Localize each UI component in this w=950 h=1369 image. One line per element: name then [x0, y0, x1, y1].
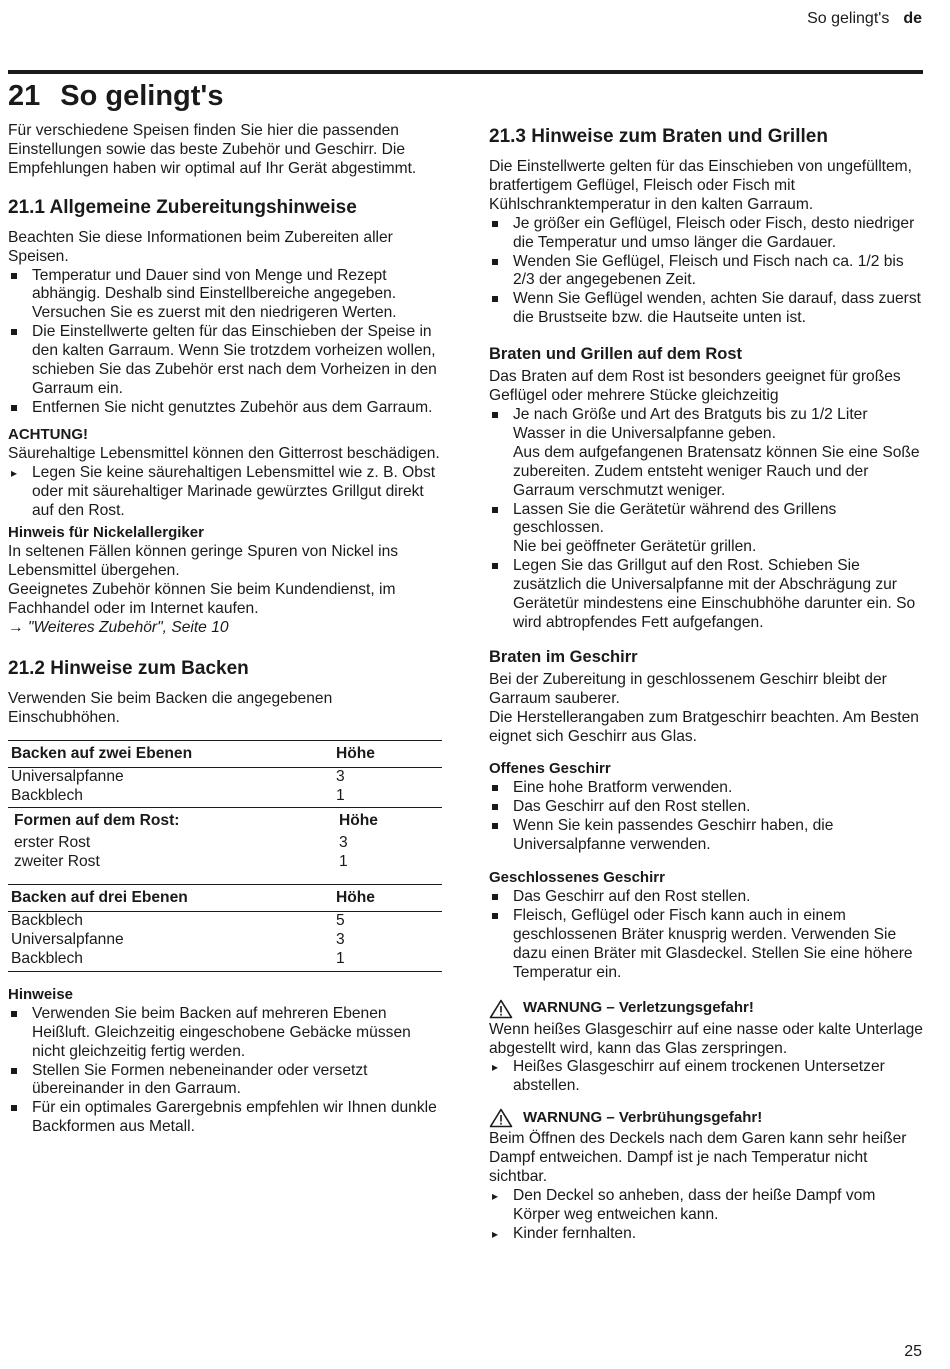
chapter-title	[8, 80, 223, 113]
intro-text: Für verschiedene Speisen finden Sie hier die passenden Einstellungen sowie das beste Zubehör und Geschirr. Die Empfehlungen haben wir optimal auf Ihr Gerät abgestimmt.	[8, 122, 417, 177]
table-cell: 1	[333, 787, 442, 808]
list-item: Wenn Sie kein passendes Geschirr haben, die Universalpfanne verwenden.	[489, 817, 923, 855]
achtung-list	[8, 464, 442, 521]
table-row	[8, 931, 442, 950]
list-item: ▸ Heißes Glasgeschirr auf einem trockenen Untersetzer abstellen.	[489, 1058, 923, 1096]
geschirr-text-2: Die Herstellerangaben zum Bratgeschirr beachten. Am Besten eignet sich Geschirr aus Glas.	[489, 708, 919, 745]
warning-1	[489, 999, 923, 1019]
table-cell: Backblech	[8, 950, 333, 971]
page-number: 25	[904, 1343, 922, 1360]
list-item: Eine hohe Bratform verwenden.	[489, 779, 923, 798]
list-item	[489, 501, 923, 558]
offen-title: Offenes Geschirr	[489, 760, 611, 778]
header-rule	[8, 70, 923, 74]
accessory-link[interactable]: → "Weiteres Zubehör", Seite 10	[8, 619, 229, 637]
list-item: Das Geschirr auf den Rost stellen.	[489, 888, 923, 907]
shelf-height-table	[8, 740, 442, 972]
rost-title: Braten und Grillen auf dem Rost	[489, 345, 743, 364]
list-item-result: Nie bei geöffneter Gerätetür grillen.	[513, 538, 757, 556]
list-item: Das Geschirr auf den Rost stellen.	[489, 798, 923, 817]
right-column	[489, 126, 923, 1244]
warning-1-list	[489, 1058, 923, 1096]
table-cell: zweiter Rost	[14, 853, 100, 871]
list-item: Die Einstellwerte gelten für das Einschieben der Speise in den kalten Garraum. Wenn Sie trotzdem vorheizen wollen, schieben Sie das Zubehör erst nach dem Vorheizen in den Garraum ein.	[8, 323, 442, 399]
rost-list	[489, 406, 923, 633]
header-lang: de	[903, 10, 922, 27]
nickel-title: Hinweis für Nickelallergiker	[8, 524, 204, 542]
warning-2-text: Beim Öffnen des Deckels nach dem Garen kann sehr heißer Dampf entweichen. Dampf ist je nach Temperatur nicht sichtbar.	[489, 1130, 907, 1186]
section-21-1-text: Beachten Sie diese Informationen beim Zubereiten aller Speisen.	[8, 228, 393, 265]
list-item: Entfernen Sie nicht genutztes Zubehör aus dem Garraum.	[8, 399, 442, 418]
list-item: ▸ Legen Sie keine säurehaltigen Lebensmittel wie z. B. Obst oder mit säurehaltiger Marinade gewürztes Grillgut direkt auf den Rost.	[8, 464, 442, 521]
list-item: ▸ Kinder fernhalten.	[489, 1225, 923, 1244]
left-column	[8, 122, 442, 1137]
hinweise-title: Hinweise	[8, 985, 74, 1003]
section-21-3-text: Die Einstellwerte gelten für das Einschieben von ungefülltem, bratfertigem Geflügel, Fleisch oder Fisch mit Kühlschranktemperatur in den kalten Garraum.	[489, 158, 913, 213]
list-item: Wenden Sie Geflügel, Fleisch und Fisch nach ca. 1/2 bis 2/3 der angegebenen Zeit.	[489, 253, 923, 291]
table-header: Backen auf zwei Ebenen	[8, 740, 333, 767]
list-item: Fleisch, Geflügel oder Fisch kann auch in einem geschlossenen Bräter knusprig werden. Verwenden Sie dazu einen Bräter mit Glasdeckel. Stellen Sie eine höhere Temperatur ein.	[489, 907, 923, 983]
table-cell: 3	[336, 931, 345, 948]
table-header: Höhe	[339, 812, 378, 830]
list-item	[489, 406, 923, 501]
section-21-3-title: 21.3 Hinweise zum Braten und Grillen	[489, 126, 828, 147]
section-21-2-text: Verwenden Sie beim Backen die angegebenen Einschubhöhen.	[8, 689, 333, 726]
warning-2-list	[489, 1187, 923, 1244]
table-row	[8, 834, 442, 853]
table-cell: 1	[339, 853, 348, 871]
list-item: Temperatur und Dauer sind von Menge und Rezept abhängig. Deshalb sind Einstellbereiche angegeben. Versuchen Sie es zuerst mit den niedrigeren Werten.	[8, 267, 442, 324]
section-21-2-title: 21.2 Hinweise zum Backen	[8, 657, 249, 679]
section-21-3-list	[489, 215, 923, 328]
table-cell: 3	[336, 767, 345, 785]
chapter-title-text: So gelingt's	[60, 80, 224, 112]
rost-text: Das Braten auf dem Rost ist besonders geeignet für großes Geflügel oder mehrere Stücke gleichzeitig	[489, 368, 901, 405]
section-21-1-title: 21.1 Allgemeine Zubereitungshinweise	[8, 196, 357, 218]
list-item: ▸ Den Deckel so anheben, dass der heiße Dampf vom Körper weg entweichen kann.	[489, 1187, 923, 1225]
list-item-text: Je nach Größe und Art des Bratguts bis zu 1/2 Liter Wasser in die Universalpfanne geben.	[513, 405, 868, 442]
table-cell: Backblech	[11, 912, 83, 930]
geschlossen-list	[489, 888, 923, 983]
table-row	[8, 950, 442, 971]
list-item: Verwenden Sie beim Backen auf mehreren Ebenen Heißluft. Gleichzeitig eingeschobene Gebäcke müssen nicht gleichzeitig fertig werden.	[8, 1005, 442, 1062]
nickel-text-2: Geeignetes Zubehör können Sie beim Kundendienst, im Fachhandel oder im Internet kaufen.	[8, 581, 396, 618]
table-header: Höhe	[333, 885, 442, 912]
warning-1-text: Wenn heißes Glasgeschirr auf eine nasse oder kalte Unterlage abgestellt wird, kann das Glas zerspringen.	[489, 1020, 923, 1057]
warning-2-title: WARNUNG – Verbrühungsgefahr!	[523, 1108, 763, 1126]
table-header: Höhe	[333, 740, 442, 767]
table-cell: 3	[339, 834, 348, 852]
table-row	[8, 912, 442, 931]
table-cell: Universalpfanne	[11, 767, 124, 785]
table-row	[8, 767, 442, 786]
geschlossen-title: Geschlossenes Geschirr	[489, 869, 665, 887]
table-header: Formen auf dem Rost:	[14, 812, 180, 830]
table-cell: erster Rost	[14, 834, 91, 852]
section-21-1-list	[8, 267, 442, 418]
table-cell: Backblech	[8, 787, 333, 808]
achtung-title: ACHTUNG!	[8, 425, 88, 443]
header-section: So gelingt's	[807, 10, 890, 27]
warning-triangle-icon	[489, 999, 513, 1019]
list-item: Stellen Sie Formen nebeneinander oder versetzt übereinander in den Garraum.	[8, 1062, 442, 1100]
list-item-text: Legen Sie das Grillgut auf den Rost. Schieben Sie zusätzlich die Universalpfanne mit der Abschrägung zur Gerätetür mindestens eine Einschubhöhe darunter ein. So wird abtropfendes Fett aufgefangen.	[513, 557, 916, 631]
table-row	[8, 853, 442, 872]
hinweise-list	[8, 1005, 442, 1137]
list-item	[489, 557, 923, 633]
achtung-text: Säurehaltige Lebensmittel können den Gitterrost beschädigen.	[8, 444, 440, 462]
list-item-text: Lassen Sie die Gerätetür während des Grillens geschlossen.	[513, 500, 837, 537]
table-cell: Universalpfanne	[11, 931, 124, 948]
offen-list	[489, 779, 923, 855]
list-item-result: Aus dem aufgefangenen Bratensatz können Sie eine Soße zubereiten. Zudem entsteht weniger Rauch und der Garraum verschmutzt weniger.	[513, 443, 920, 499]
geschirr-text-1: Bei der Zubereitung in geschlossenem Geschirr bleibt der Garraum sauberer.	[489, 670, 887, 707]
list-item: Für ein optimales Garergebnis empfehlen wir Ihnen dunkle Backformen aus Metall.	[8, 1099, 442, 1137]
table-row	[8, 787, 442, 808]
warning-1-title: WARNUNG – Verletzungsgefahr!	[523, 999, 754, 1017]
running-header	[807, 10, 922, 28]
table-cell: 1	[333, 950, 442, 971]
list-item: Wenn Sie Geflügel wenden, achten Sie darauf, dass zuerst die Brustseite bzw. die Hautseite unten ist.	[489, 290, 923, 328]
list-item: Je größer ein Geflügel, Fleisch oder Fisch, desto niedriger die Temperatur und umso länger die Gardauer.	[489, 215, 923, 253]
geschirr-title: Braten im Geschirr	[489, 647, 638, 666]
nickel-text-1: In seltenen Fällen können geringe Spuren von Nickel ins Lebensmittel übergehen.	[8, 543, 399, 580]
warning-2	[489, 1108, 923, 1128]
table-header: Backen auf drei Ebenen	[8, 885, 333, 912]
warning-triangle-icon	[489, 1108, 513, 1128]
table-cell: 5	[336, 912, 345, 930]
chapter-number: 21	[8, 80, 41, 112]
